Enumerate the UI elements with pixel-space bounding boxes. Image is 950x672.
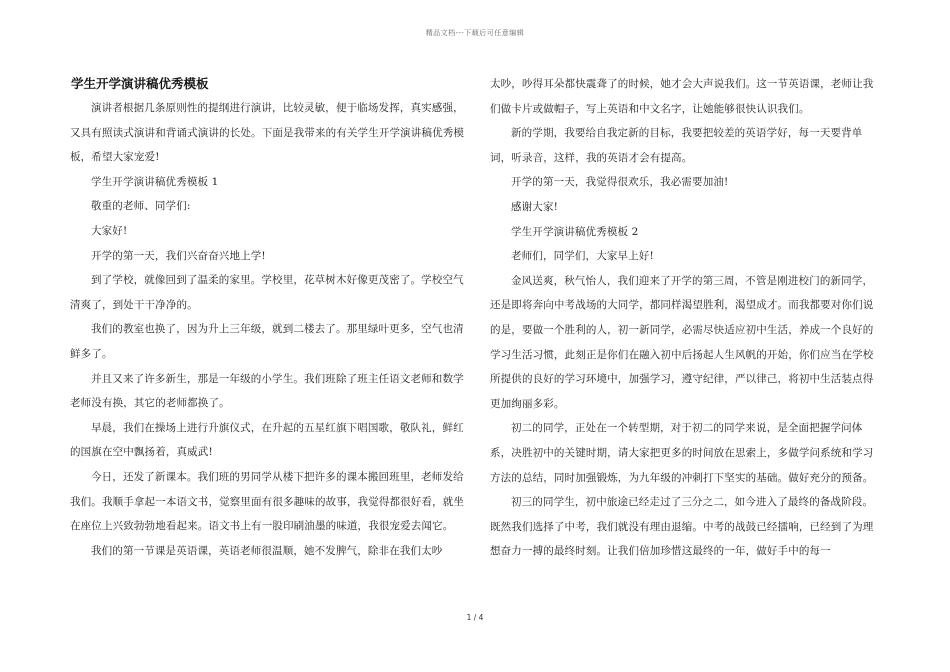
paragraph-continuation: 太吵，吵得耳朵都快震聋了的时候，她才会大声说我们。这一节英语课，老师让我们做卡片或做帽子，写上英语和中文名字，让她能够很快认识我们。: [490, 78, 874, 115]
left-column: [70, 72, 470, 563]
paragraph: 演讲者根据几条原则性的提纲进行演讲，比较灵敏，便于临场发挥，真实感强，又具有照读式演讲和背诵式演讲的长处。下面是我带来的有关学生开学演讲稿优秀模板，希望大家宠爱!: [70, 102, 465, 164]
section-heading: 学生开学演讲稿优秀模板 1: [91, 175, 219, 188]
paragraph: 老师们，同学们，大家早上好!: [511, 250, 654, 263]
paragraph: 金风送爽，秋气怡人，我们迎来了开学的第三周，不管是刚进校门的新同学，还是即将奔向中考战场的大同学，都同样渴望胜利，渴望成才。而我都要对你们说的是，要做一个胜利的人，初一新同学，必需尽快适应初中生活，养成一个良好的学习生活习惯，此刻正是你们在融入初中后扬起人生风帆的开始，你们应当在学校所提供的良好的学习环境中，加强学习，遵守纪律，严以律己，将初中生活装点得更加绚丽多彩。: [490, 274, 874, 410]
paragraph: 新的学期，我要给自我定新的目标，我要把较差的英语学好，每一天要背单词，听录音，这样，我的英语才会有提高。: [490, 127, 863, 164]
paragraph: 我们的第一节课是英语课，英语老师很温顺，她不发脾气，除非在我们太吵: [91, 544, 443, 557]
paragraph: 感谢大家!: [511, 200, 558, 213]
paragraph: 敬重的老师、同学们:: [91, 200, 191, 213]
section-heading: 学生开学演讲稿优秀模板 2: [511, 225, 639, 238]
paragraph: 初三的同学生，初中旅途已经走过了三分之二，如今进入了最终的备战阶段。既然我们选择了中考，我们就没有理由退缩。中考的战鼓已经擂响，已经到了为理想奋力一搏的最终时刻。让我们倍加珍惜这最终的一年，做好手中的每一: [490, 496, 874, 558]
document-title: 学生开学演讲稿优秀模板: [71, 76, 209, 91]
paragraph: 早晨，我们在操场上进行升旗仪式，在升起的五星红旗下唱国歌，敬队礼，鲜红的国旗在空中飘扬着，真威武!: [70, 421, 464, 459]
paragraph: 我们的教室也换了，因为升上三年级，就到二楼去了。那里绿叶更多，空气也清鲜多了。: [70, 323, 464, 360]
paragraph: 大家好!: [91, 224, 128, 237]
paragraph: 并且又来了许多新生，那是一年级的小学生。我们班除了班主任语文老师和数学老师没有换，其它的老师都换了。: [70, 372, 464, 410]
paragraph: 初二的同学，正处在一个转型期，对于初二的同学来说，是全面把握学问体系，决胜初中的关键时期，请大家把更多的时间放在思索上，多做学问系统和学习方法的总结，同时加强锻炼，为九年级的冲刺打下坚实的基础。做好充分的预备。: [490, 422, 874, 484]
paragraph: 今日，还发了新课本。我们班的男同学从楼下把许多的课本搬回班里，老师发给我们。我顺手拿起一本语文书，觉察里面有很多趣味的故事，我觉得都很好看，就坐在座位上兴致勃勃地看起来。语文书上有一股印刷油墨的味道，我很宠爱去闻它。: [70, 470, 465, 533]
right-column: [490, 72, 874, 564]
paragraph: 开学的第一天，我们兴奋奋兴地上学!: [91, 249, 266, 262]
page-number: 1 / 4: [466, 613, 484, 622]
page-header: 精品文档---下载后可任意编辑: [425, 29, 525, 37]
paragraph: 开学的第一天，我觉得很欢乐，我必需要加油!: [511, 176, 729, 189]
paragraph: 到了学校，就像回到了温柔的家里。学校里，花草树木好像更茂密了。学校空气清爽了，到处干干净净的。: [70, 274, 464, 311]
